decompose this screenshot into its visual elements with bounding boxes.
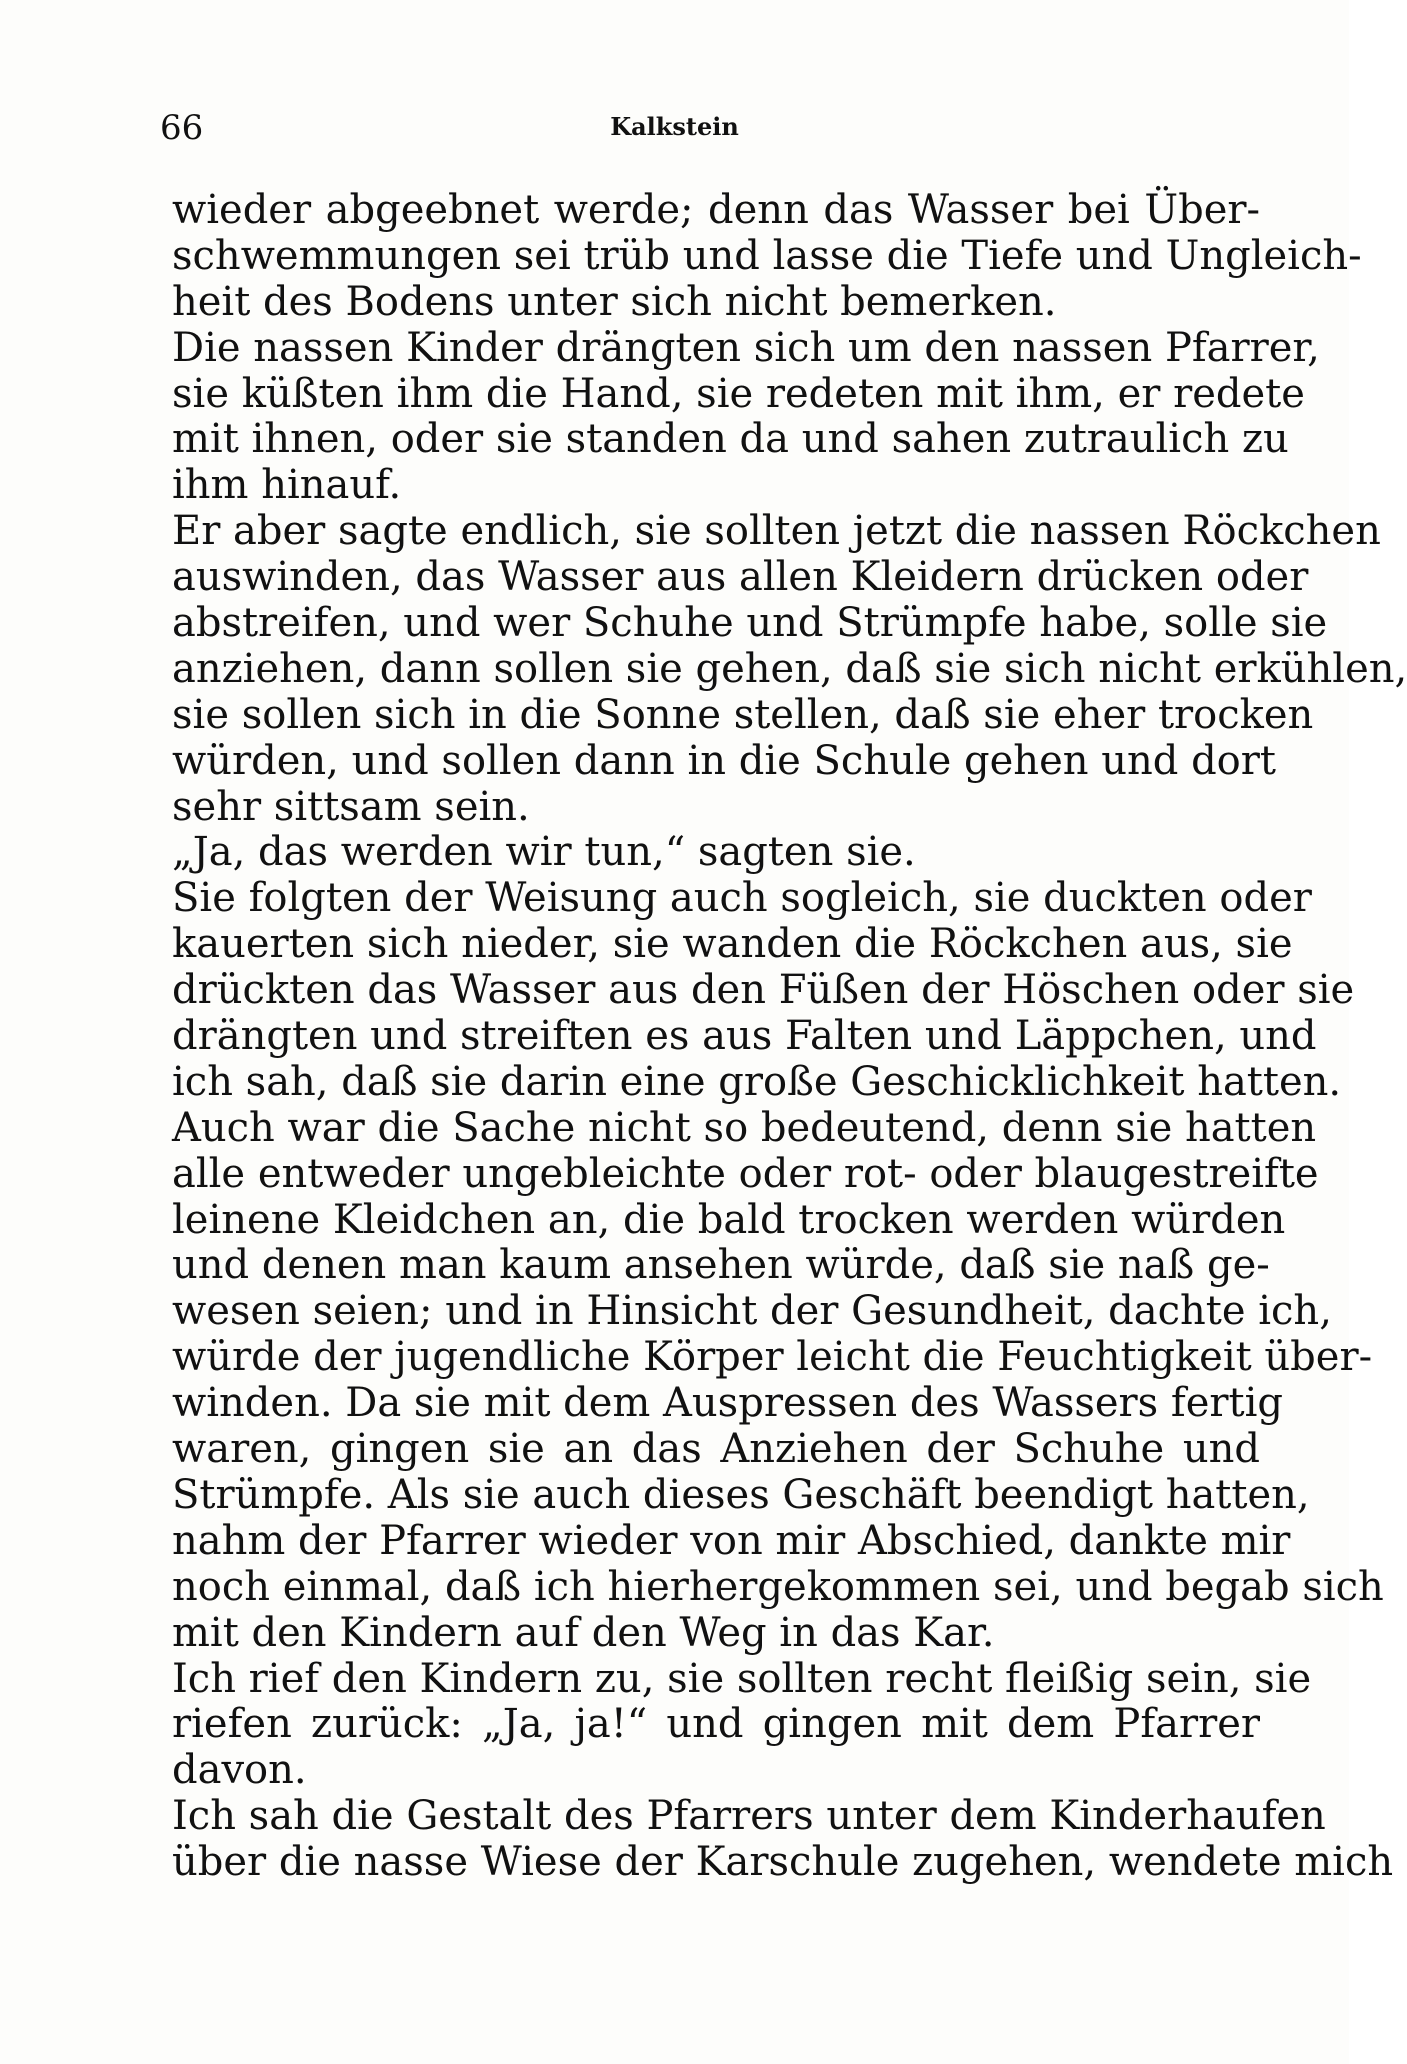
text-line: ich sah, daß sie darin eine große Geschicklichkeit hatten. [172, 1058, 1342, 1105]
text-line: riefen zurück: „Ja, ja!“ und gingen mit dem Pfarrer [172, 1701, 1260, 1748]
text-line: waren, gingen sie an das Anziehen der Schuhe und [172, 1426, 1260, 1473]
text-line: Ich rief den Kindern zu, sie sollten recht fleißig sein, sie [172, 1655, 1312, 1702]
text-line: mit ihnen, oder sie standen da und sahen zutraulich zu [172, 416, 1289, 463]
text-line: drängten und streiften es aus Falten und Läppchen, und [172, 1013, 1317, 1060]
text-line: Sie folgten der Weisung auch sogleich, sie duckten oder [172, 875, 1312, 922]
body-text [172, 187, 1407, 1886]
text-line: Er aber sagte endlich, sie sollten jetzt die nassen Röckchen [172, 508, 1381, 555]
text-line: noch einmal, daß ich hierhergekommen sei, und begab sich [172, 1563, 1384, 1610]
text-line: mit den Kindern auf den Weg in das Kar. [172, 1609, 995, 1656]
page-number: 66 [160, 108, 204, 148]
text-line: drückten das Wasser aus den Füßen der Höschen oder sie [172, 967, 1355, 1014]
text-line: leinene Kleidchen an, die bald trocken werden würden [172, 1196, 1286, 1243]
text-line: Die nassen Kinder drängten sich um den nassen Pfarrer, [172, 324, 1320, 371]
text-line: schwemmungen sei trüb und lasse die Tiefe und Ungleich- [172, 232, 1362, 279]
text-line: heit des Bodens unter sich nicht bemerken. [172, 278, 1057, 325]
text-line: und denen man kaum ansehen würde, daß sie naß ge- [172, 1242, 1270, 1289]
text-line: ihm hinauf. [172, 462, 402, 509]
text-line: abstreifen, und wer Schuhe und Strümpfe habe, solle sie [172, 600, 1328, 647]
text-line: über die nasse Wiese der Karschule zugehen, wendete mich [172, 1839, 1394, 1886]
text-line: „Ja, das werden wir tun,“ sagten sie. [172, 829, 916, 876]
text-line: anziehen, dann sollen sie gehen, daß sie sich nicht erkühlen, [172, 645, 1407, 692]
text-line: winden. Da sie mit dem Auspressen des Wassers fertig [172, 1380, 1283, 1427]
text-line: auswinden, das Wasser aus allen Kleidern drücken oder [172, 554, 1309, 601]
text-line: sie küßten ihm die Hand, sie redeten mit ihm, er redete [172, 370, 1305, 417]
text-line: kauerten sich nieder, sie wanden die Röckchen aus, sie [172, 921, 1293, 968]
text-line: sie sollen sich in die Sonne stellen, daß sie eher trocken [172, 691, 1314, 738]
text-line: Ich sah die Gestalt des Pfarrers unter dem Kinderhaufen [172, 1793, 1326, 1840]
text-line: würde der jugendliche Körper leicht die Feuchtigkeit über- [172, 1334, 1373, 1381]
text-line: Auch war die Sache nicht so bedeutend, denn sie hatten [172, 1104, 1317, 1151]
text-line: wesen seien; und in Hinsicht der Gesundheit, dachte ich, [172, 1288, 1332, 1335]
text-line: würden, und sollen dann in die Schule gehen und dort [172, 737, 1276, 784]
text-line: Strümpfe. Als sie auch dieses Geschäft beendigt hatten, [172, 1471, 1310, 1518]
text-line: nahm der Pfarrer wieder von mir Abschied, dankte mir [172, 1517, 1291, 1564]
text-line: sehr sittsam sein. [172, 783, 530, 830]
running-title: Kalkstein [610, 112, 739, 141]
text-line: alle entweder ungebleichte oder rot- oder blaugestreifte [172, 1150, 1319, 1197]
text-line: wieder abgeebnet werde; denn das Wasser bei Über- [172, 187, 1260, 233]
text-line: davon. [172, 1747, 307, 1794]
